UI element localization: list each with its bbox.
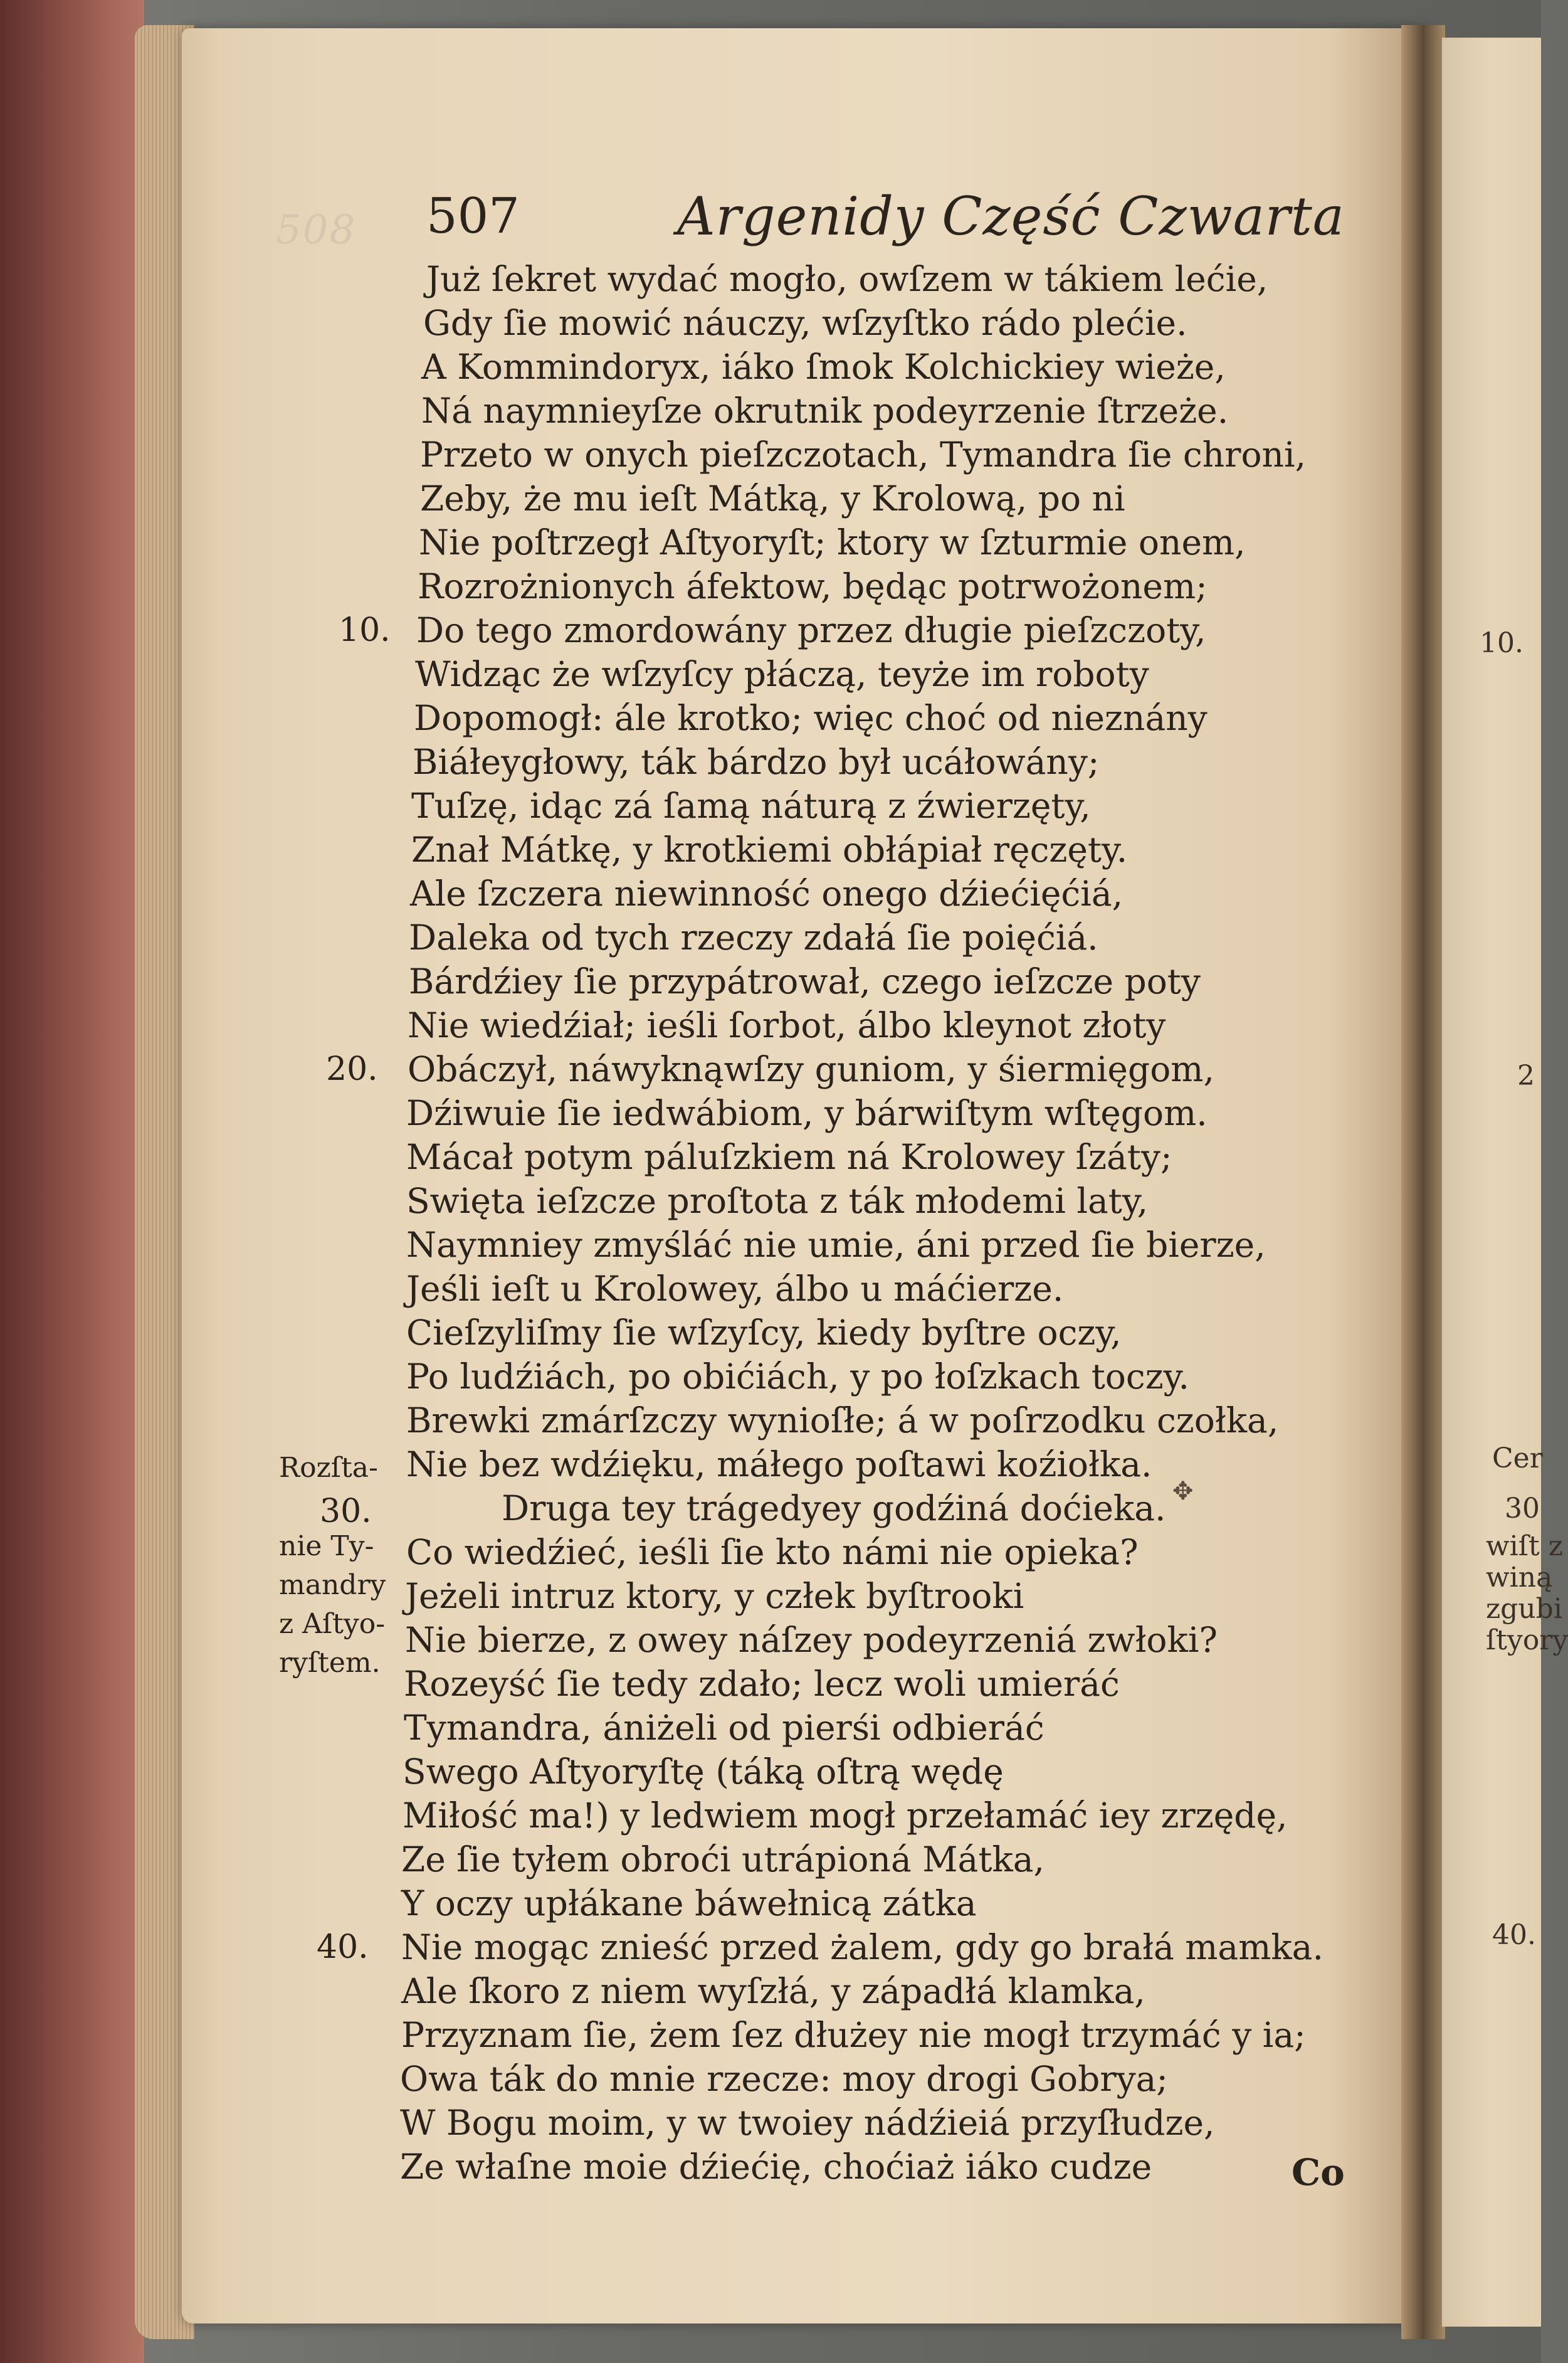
- verse-line: Brewki zmárſzczy wynioſłe; á w poſrzodku czołka,: [406, 1400, 1279, 1441]
- margin-note-line: Rozſta-: [279, 1452, 378, 1484]
- verse-line: Nie mogąc znieść przed żalem, gdy go brałá mamka.: [401, 1927, 1323, 1967]
- verse-line: Cieſzyliſmy ſie wſzyſcy, kiedy byſtre oczy,: [406, 1313, 1122, 1353]
- verse-line: Co wiedźieć, ieśli ſie kto námi nie opieka?: [406, 1532, 1139, 1572]
- verse-line: Jeśli ieſt u Krolowey, álbo u máćierze.: [406, 1269, 1064, 1309]
- verse-line: Zeby, że mu ieſt Mátką, y Krolową, po ni: [420, 478, 1125, 519]
- next-page-word: wiſt z: [1486, 1530, 1563, 1562]
- catchword: Co: [1292, 2151, 1345, 2194]
- verse-line: W Bogu moim, y w twoiey nádźieiá przyſłudze,: [400, 2103, 1215, 2143]
- verse-line: Rozrożnionych áfektow, będąc potrwożonem;: [418, 566, 1208, 606]
- line-number: 40.: [317, 1928, 369, 1966]
- next-page-word: Cer: [1492, 1442, 1543, 1474]
- margin-note-line: nie Ty-: [279, 1530, 374, 1562]
- verse-line: Miłość ma!) y ledwiem mogł przełamáć iey zrzędę,: [403, 1795, 1288, 1836]
- verse-line: Do tego zmordowány przez długie pieſzczoty,: [416, 610, 1206, 650]
- line-number: 30.: [320, 1493, 372, 1530]
- verse-line: Bárdźiey ſie przypátrował, czego ieſzcze poty: [409, 961, 1201, 1002]
- verse-line: Gdy ſie mowić náuczy, wſzyſtko rádo plećie.: [423, 303, 1187, 343]
- verse-line: Naymniey zmyśláć nie umie, áni przed ſie bierze,: [406, 1225, 1266, 1265]
- verse-line: Przeto w onych pieſzczotach, Tymandra ſie chroni,: [420, 435, 1307, 475]
- book-gutter: [1401, 25, 1445, 2339]
- next-page-line-number: 10.: [1480, 627, 1523, 659]
- next-page-word: ſtyory: [1486, 1624, 1568, 1656]
- verse-line: Ná naymnieyſze okrutnik podeyrzenie ſtrzeże.: [421, 391, 1229, 431]
- page-number: 507: [426, 188, 520, 245]
- next-page-line-number: 30: [1505, 1493, 1540, 1525]
- next-page-word: winą: [1486, 1562, 1553, 1594]
- verse-line: Ze ſie tyłem obroći utrápioná Mátka,: [401, 1839, 1045, 1879]
- verse-line: A Kommindoryx, iáko ſmok Kolchickiey wieże,: [421, 347, 1226, 387]
- verse-line: Już ſekret wydać mogło, owſzem w tákiem lećie,: [426, 259, 1268, 299]
- verse-line: Obáczył, náwyknąwſzy guniom, y śiermięgom,: [408, 1049, 1214, 1089]
- running-head: Argenidy Część Czwarta: [677, 186, 1345, 247]
- right-page-sliver: [1442, 38, 1541, 2327]
- verse-line: Jeżeli intruz ktory, y człek byſtrooki: [405, 1576, 1024, 1616]
- line-number: 10.: [339, 611, 391, 649]
- verse-line: Mácał potym páluſzkiem ná Krolowey ſzáty;: [406, 1137, 1172, 1177]
- verse-line: Nie bez wdźięku, máłego poſtawi koźiołka.: [406, 1444, 1152, 1484]
- verse-line: Nie wiedźiał; ieśli ſorbot, álbo kleynot złoty: [408, 1005, 1166, 1045]
- verse-line: Po ludźiách, po obićiách, y po łoſzkach toczy.: [406, 1356, 1189, 1397]
- verse-line: Tymandra, ániżeli od pierśi odbieráć: [404, 1708, 1044, 1748]
- verse-line: Owa ták do mnie rzecze: moy drogi Gobrya;: [400, 2059, 1168, 2099]
- line-number: 20.: [326, 1050, 378, 1088]
- verse-line: Przyznam ſie, żem ſez dłużey nie mogł trzymáć y ia;: [401, 2015, 1306, 2055]
- verse-line: Biáłeygłowy, ták bárdzo był ucáłowány;: [413, 742, 1100, 782]
- verse-line: Ze właſne moie dźiećię, choćiaż iáko cudze: [400, 2147, 1152, 2187]
- verse-line: Dopomogł: ále krotko; więc choć od nieznány: [414, 698, 1208, 738]
- verse-line: Swięta ieſzcze proſtota z ták młodemi laty,: [406, 1181, 1149, 1221]
- verse-line: Dźiwuie ſie iedwábiom, y bárwiſtym wſtęgom.: [406, 1093, 1208, 1133]
- verse-line: Widząc że wſzyſcy płáczą, teyże im roboty: [415, 654, 1149, 694]
- verse-line: Y oczy upłákane báwełnicą zátka: [401, 1883, 977, 1923]
- margin-note-line: z Aſtyo-: [279, 1608, 386, 1640]
- verse-line: Znał Mátkę, y krotkiemi obłápiał ręczęty.: [411, 830, 1128, 870]
- next-page-line-number: 40.: [1492, 1919, 1536, 1951]
- book-cover-edge: [0, 0, 144, 2363]
- next-page-word: zgubi: [1486, 1593, 1562, 1625]
- verse-line: Druga tey trágedyey godźiná doćieka.: [502, 1488, 1166, 1528]
- verse-line: Nie bierze, z owey náſzey podeyrzeniá zwłoki?: [405, 1620, 1218, 1660]
- verse-line: Daleka od tych rzeczy zdałá ſie poięćiá.: [409, 917, 1098, 958]
- verse-line: Rozeyść ſie tedy zdało; lecz woli umieráć: [404, 1664, 1120, 1704]
- margin-note-line: mandry: [279, 1569, 386, 1601]
- verse-line: Nie poſtrzegł Aſtyoryſt; ktory w ſzturmie onem,: [419, 522, 1246, 563]
- next-page-line-number: 2: [1517, 1060, 1535, 1092]
- verse-line: Ale ſkoro z niem wyſzłá, y západłá klamka,: [401, 1971, 1145, 2011]
- margin-note-line: ryſtem.: [279, 1647, 381, 1679]
- verse-line: Tuſzę, idąc zá ſamą náturą z źwierzęty,: [411, 786, 1091, 826]
- verse-line: Ale ſzczera niewinność onego dźiećięćiá,: [410, 874, 1123, 914]
- verse-line: Swego Aſtyoryſtę (táką oſtrą wędę: [403, 1752, 1004, 1792]
- bleed-through-number: 508: [276, 207, 357, 253]
- printer-ornament-icon: ✥: [1172, 1477, 1194, 1506]
